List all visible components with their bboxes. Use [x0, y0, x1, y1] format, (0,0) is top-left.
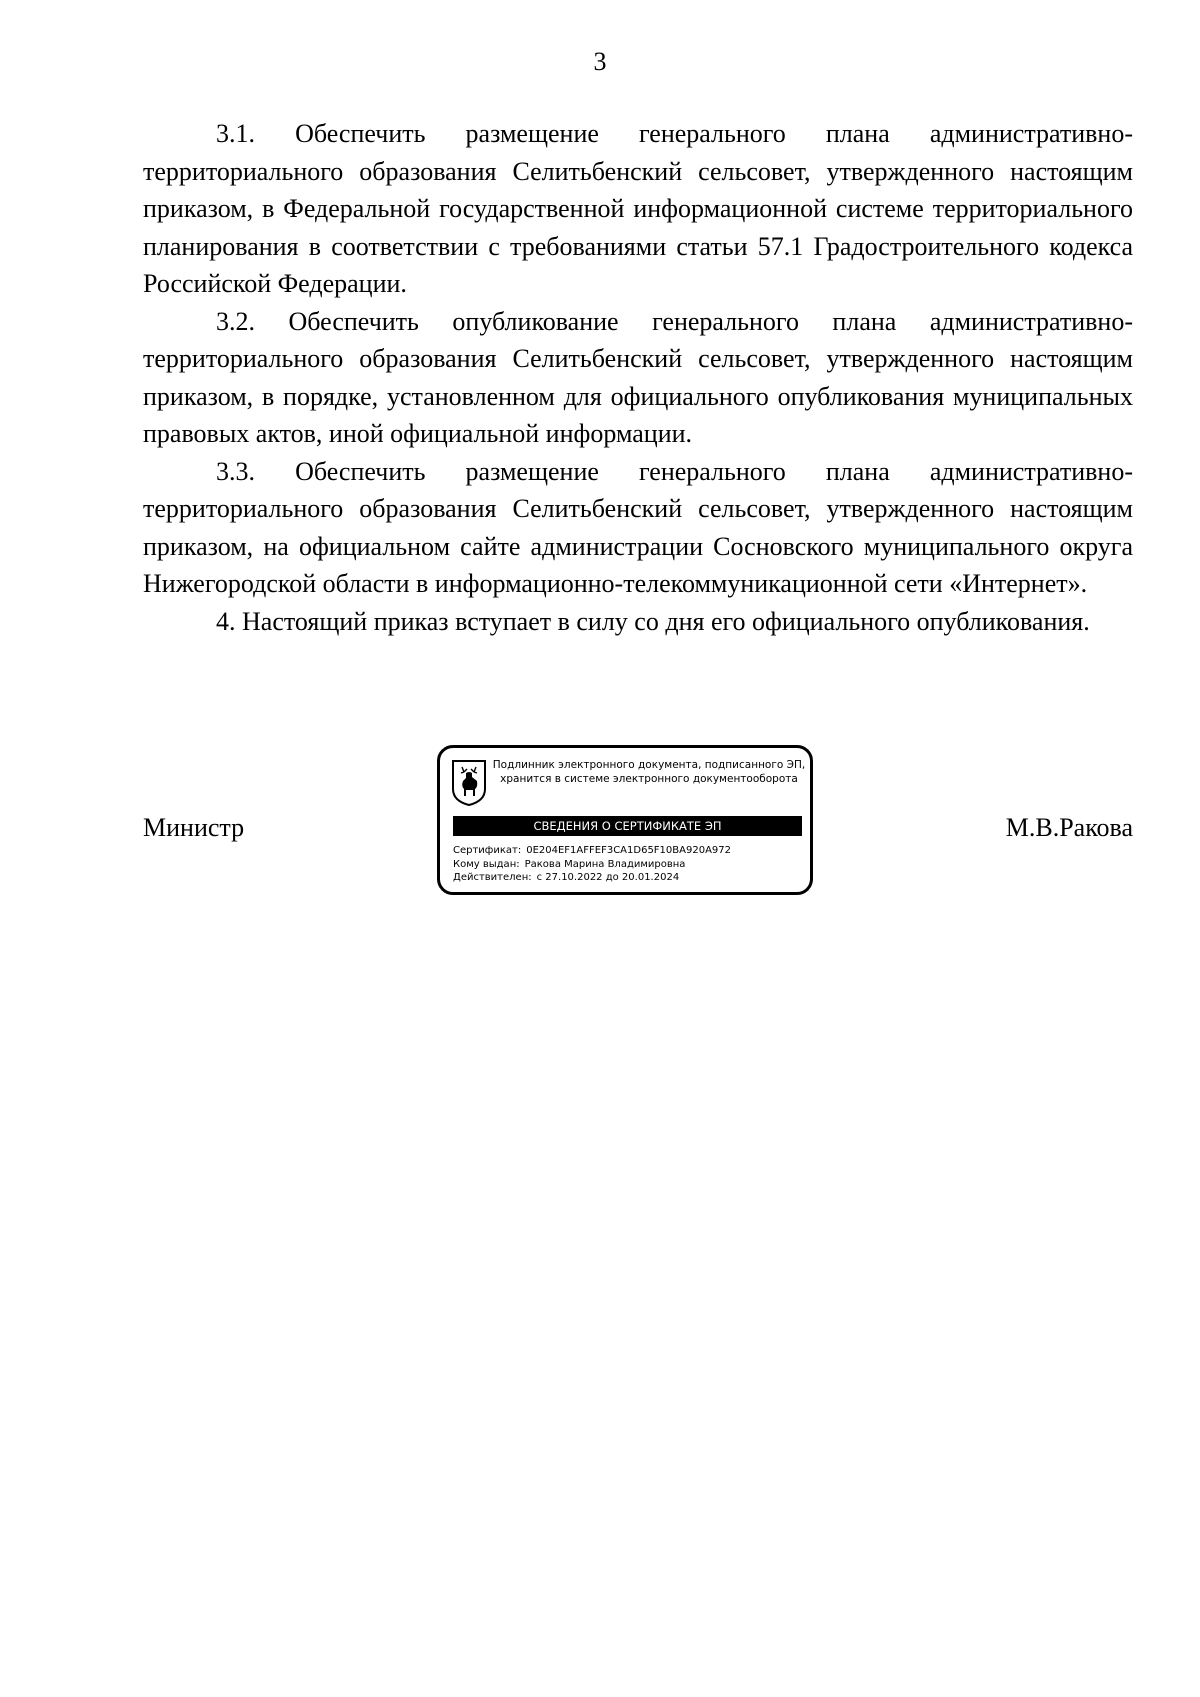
paragraph-3-3: 3.3. Обеспечить размещение генерального плана административно-территориального образования Селитьбенский сельсовет, утвержденного настоящим приказом, на официальном сайте администрации Сосновского муниципального округа Нижегородской области в информационно-телекоммуникационной сети «Интернет».	[143, 456, 1133, 598]
stamp-details	[453, 844, 731, 885]
signer-position: Министр	[143, 813, 245, 842]
validity-label: Действителен:	[453, 872, 532, 883]
issued-to-label: Кому выдан:	[453, 858, 520, 870]
validity-value: с 27.10.2022 до 20.01.2024	[536, 872, 680, 883]
paragraph-3-2: 3.2. Обеспечить опубликование генерального плана административно-территориального образования Селитьбенский сельсовет, утвержденного настоящим приказом, в порядке, установленном для официального опубликования муниципальных правовых актов, иной официальной информации.	[143, 306, 1133, 448]
stamp-title-bar: СВЕДЕНИЯ О СЕРТИФИКАТЕ ЭП	[453, 816, 802, 836]
stamp-header-line-1: Подлинник электронного документа, подписанного ЭП,	[492, 759, 806, 771]
document-body	[143, 115, 1133, 640]
signer-name: М.В.Ракова	[1005, 813, 1133, 842]
electronic-signature-stamp	[437, 745, 813, 895]
validity-row	[453, 871, 731, 885]
paragraph-3-1: 3.1. Обеспечить размещение генерального плана административно-территориального образования Селитьбенский сельсовет, утвержденного настоящим приказом, в Федеральной государственной информационной системе территориального планирования в соответствии с требованиями статьи 57.1 Градостроительного кодекса Российской Федерации.	[143, 119, 1133, 298]
issued-to-row	[453, 858, 731, 872]
page-number: 3	[593, 47, 607, 76]
deer-coat-of-arms-icon	[451, 759, 487, 807]
signature-block	[143, 740, 1133, 910]
certificate-value: 0E204EF1AFFEF3CA1D65F10BA920A972	[526, 845, 731, 856]
certificate-label: Сертификат:	[453, 845, 522, 856]
issued-to-value: Ракова Марина Владимировна	[524, 858, 686, 870]
certificate-row	[453, 844, 731, 858]
paragraph-4: 4. Настоящий приказ вступает в силу со дня его официального опубликования.	[216, 606, 1090, 636]
stamp-header	[492, 758, 806, 786]
stamp-header-line-2: хранится в системе электронного документооборота	[500, 773, 798, 785]
